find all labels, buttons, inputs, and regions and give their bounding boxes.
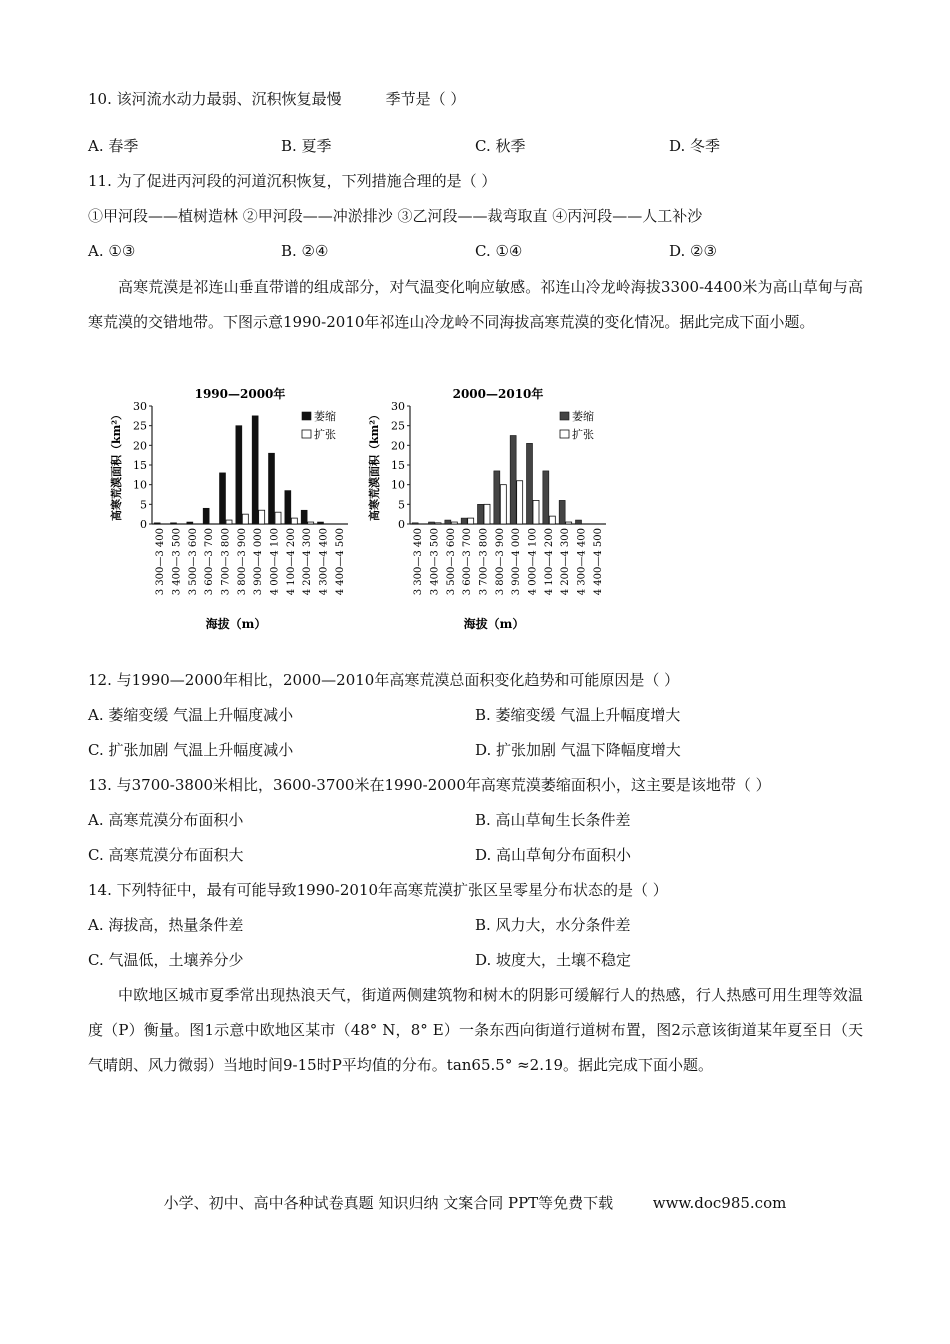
legend-swatch-expand — [302, 430, 311, 438]
x-tick-label: 4 100—4 200 — [285, 528, 297, 596]
bar-shrink — [429, 522, 435, 524]
y-axis-label: 高寒荒漠面积（km²） — [368, 408, 381, 522]
bar-expand — [275, 512, 281, 524]
legend-swatch-expand — [560, 430, 569, 438]
bar-expand — [435, 523, 441, 524]
x-tick-label: 3 800—3 900 — [494, 528, 506, 596]
bar-expand — [468, 518, 474, 524]
x-tick-label: 3 900—4 000 — [253, 528, 265, 596]
bar-shrink — [461, 518, 467, 524]
bar-expand — [500, 485, 506, 524]
bar-shrink — [252, 416, 258, 524]
y-axis-label: 高寒荒漠面积（km²） — [110, 408, 123, 522]
legend-label-expand: 扩张 — [314, 428, 336, 441]
x-tick-label: 4 400—4 500 — [592, 528, 604, 596]
q14-option-c: C. 气温低，土壤养分少 — [88, 951, 244, 969]
q14-option-a: A. 海拔高，热量条件差 — [88, 916, 244, 934]
x-axis-label: 海拔（m） — [463, 617, 525, 631]
y-tick-label: 10 — [391, 478, 405, 492]
x-tick-label: 3 300—3 400 — [155, 528, 167, 596]
legend-label-shrink: 萎缩 — [572, 410, 594, 423]
bar-expand — [259, 510, 265, 524]
x-tick-label: 4 400—4 500 — [334, 528, 346, 596]
bar-expand — [242, 514, 248, 524]
bar-shrink — [269, 453, 275, 524]
q14-option-b: B. 风力大，水分条件差 — [475, 916, 631, 934]
bar-shrink — [559, 500, 565, 524]
bar-shrink — [543, 471, 549, 524]
y-tick-label: 15 — [133, 459, 147, 472]
x-tick-label: 3 300—3 400 — [413, 528, 425, 596]
footer-text: 小学、初中、高中各种试卷真题 知识归纳 文案合同 PPT等免费下载 — [163, 1194, 614, 1212]
q11-option-d: D. ②③ — [669, 242, 717, 260]
q13-stem: 13. 与3700-3800米相比，3600-3700米在1990-2000年高寒荒漠萎缩面积小，这主要是该地带（ ） — [88, 776, 771, 794]
chart-title: 2000—2010年 — [452, 387, 544, 401]
x-tick-label: 3 500—3 600 — [187, 528, 199, 596]
bar-expand — [291, 518, 297, 524]
q11-option-b: B. ②④ — [281, 242, 329, 260]
x-tick-label: 3 500—3 600 — [445, 528, 457, 596]
q11-option-a: A. ①③ — [88, 242, 136, 260]
q12-option-d: D. 扩张加剧 气温下降幅度增大 — [475, 741, 681, 759]
bar-shrink — [527, 443, 533, 524]
q10-option-a: A. 春季 — [88, 137, 139, 155]
x-tick-label: 3 600—3 700 — [462, 528, 474, 596]
y-tick-label: 0 — [398, 518, 405, 531]
x-tick-label: 3 400—3 500 — [429, 528, 441, 596]
bar-shrink — [154, 523, 160, 524]
x-tick-label: 3 700—3 800 — [220, 528, 232, 596]
bar-expand — [484, 504, 490, 524]
y-tick-label: 5 — [398, 498, 405, 512]
legend-label-expand: 扩张 — [572, 428, 594, 441]
q12-option-b: B. 萎缩变缓 气温上升幅度增大 — [475, 706, 681, 724]
bar-shrink — [171, 523, 177, 524]
legend-label-shrink: 萎缩 — [314, 410, 336, 423]
x-tick-label: 3 900—4 000 — [511, 528, 523, 596]
y-tick-label: 15 — [391, 459, 405, 472]
bar-shrink — [478, 504, 484, 524]
bar-shrink — [301, 510, 307, 524]
bar-shrink — [285, 491, 291, 524]
q13-option-b: B. 高山草甸生长条件差 — [475, 811, 631, 829]
y-tick-label: 5 — [140, 498, 147, 512]
bar-expand — [451, 522, 457, 524]
bar-shrink — [445, 520, 451, 524]
bar-shrink — [187, 522, 193, 524]
q14-option-d: D. 坡度大，土壤不稳定 — [475, 951, 632, 969]
chart-title: 1990—2000年 — [194, 387, 286, 401]
q13-option-d: D. 高山草甸分布面积小 — [475, 846, 632, 864]
y-tick-label: 20 — [391, 439, 405, 453]
chart-2000-2010 — [358, 382, 618, 642]
x-tick-label: 4 300—4 400 — [318, 528, 330, 596]
q10-stem-text: 10. 该河流水动力最弱、沉积恢复最慢 — [88, 90, 342, 108]
y-tick-label: 10 — [133, 478, 147, 492]
q10-option-b: B. 夏季 — [281, 137, 332, 155]
bar-expand — [226, 520, 232, 524]
bar-shrink — [220, 473, 226, 524]
q12-option-c: C. 扩张加剧 气温上升幅度减小 — [88, 741, 294, 759]
x-tick-label: 3 800—3 900 — [236, 528, 248, 596]
passage-alpine-desert: 高寒荒漠是祁连山垂直带谱的组成部分，对气温变化响应敏感。祁连山冷龙岭海拔3300-4400米为高山草甸与高寒荒漠的交错地带。下图示意1990-2010年祁连山冷龙岭不同海拔高寒荒漠的变化情况。据此完成下面小题。 — [88, 278, 863, 331]
bar-expand — [308, 522, 314, 524]
bar-shrink — [510, 436, 516, 525]
x-tick-label: 4 200—4 300 — [560, 528, 572, 596]
q10-option-c: C. 秋季 — [475, 137, 526, 155]
q12-option-a: A. 萎缩变缓 气温上升幅度减小 — [88, 706, 294, 724]
x-tick-label: 3 600—3 700 — [204, 528, 216, 596]
y-tick-label: 30 — [391, 400, 405, 413]
bar-shrink — [203, 508, 209, 524]
x-tick-label: 3 400—3 500 — [171, 528, 183, 596]
x-tick-label: 4 000—4 100 — [269, 528, 281, 596]
q10-option-d: D. 冬季 — [669, 137, 721, 155]
bar-expand — [533, 500, 539, 524]
y-tick-label: 20 — [133, 439, 147, 453]
x-axis-label: 海拔（m） — [205, 617, 267, 631]
q11-statements: ①甲河段——植树造林 ②甲河段——冲淤排沙 ③乙河段——裁弯取直 ④丙河段——人工补沙 — [88, 207, 703, 225]
q13-option-a: A. 高寒荒漠分布面积小 — [88, 811, 244, 829]
bar-expand — [517, 481, 523, 524]
bar-shrink — [576, 520, 582, 524]
q12-stem: 12. 与1990—2000年相比，2000—2010年高寒荒漠总面积变化趋势和可能原因是（ ） — [88, 671, 680, 689]
x-tick-label: 3 700—3 800 — [478, 528, 490, 596]
passage-heat-wave: 中欧地区城市夏季常出现热浪天气，街道两侧建筑物和树木的阴影可缓解行人的热感，行人热感可用生理等效温度（P）衡量。图1示意中欧地区某市（48° N，8° E）一条东西向街道行道树布置，图2示意该街道某年夏至日（天气晴朗、风力微弱）当地时间9-15时P平均值的分布。tan65.5° ≈2.19。据此完成下面小题。 — [88, 986, 863, 1074]
y-tick-label: 0 — [140, 518, 147, 531]
y-tick-label: 25 — [133, 419, 147, 433]
bar-shrink — [236, 426, 242, 524]
footer-url[interactable]: www.doc985.com — [652, 1194, 787, 1212]
q14-stem: 14. 下列特征中，最有可能导致1990-2010年高寒荒漠扩张区呈零星分布状态的是（ ） — [88, 881, 668, 899]
bar-shrink — [318, 522, 324, 524]
y-tick-label: 30 — [133, 400, 147, 413]
x-tick-label: 4 000—4 100 — [527, 528, 539, 596]
q10-stem — [88, 89, 465, 109]
bar-expand — [549, 516, 555, 524]
legend-swatch-shrink — [302, 412, 311, 420]
x-tick-label: 4 300—4 400 — [576, 528, 588, 596]
bar-shrink — [412, 523, 418, 524]
page-footer — [0, 1192, 950, 1213]
q11-option-c: C. ①④ — [475, 242, 523, 260]
legend-swatch-shrink — [560, 412, 569, 420]
y-tick-label: 25 — [391, 419, 405, 433]
x-tick-label: 4 100—4 200 — [543, 528, 555, 596]
chart-1990-2000 — [100, 382, 360, 642]
x-tick-label: 4 200—4 300 — [302, 528, 314, 596]
q11-stem: 11. 为了促进丙河段的河道沉积恢复，下列措施合理的是（ ） — [88, 172, 497, 190]
q10-stem-tail: 季节是（ ） — [385, 90, 466, 108]
bar-expand — [566, 522, 572, 524]
bar-shrink — [494, 471, 500, 524]
q13-option-c: C. 高寒荒漠分布面积大 — [88, 846, 244, 864]
